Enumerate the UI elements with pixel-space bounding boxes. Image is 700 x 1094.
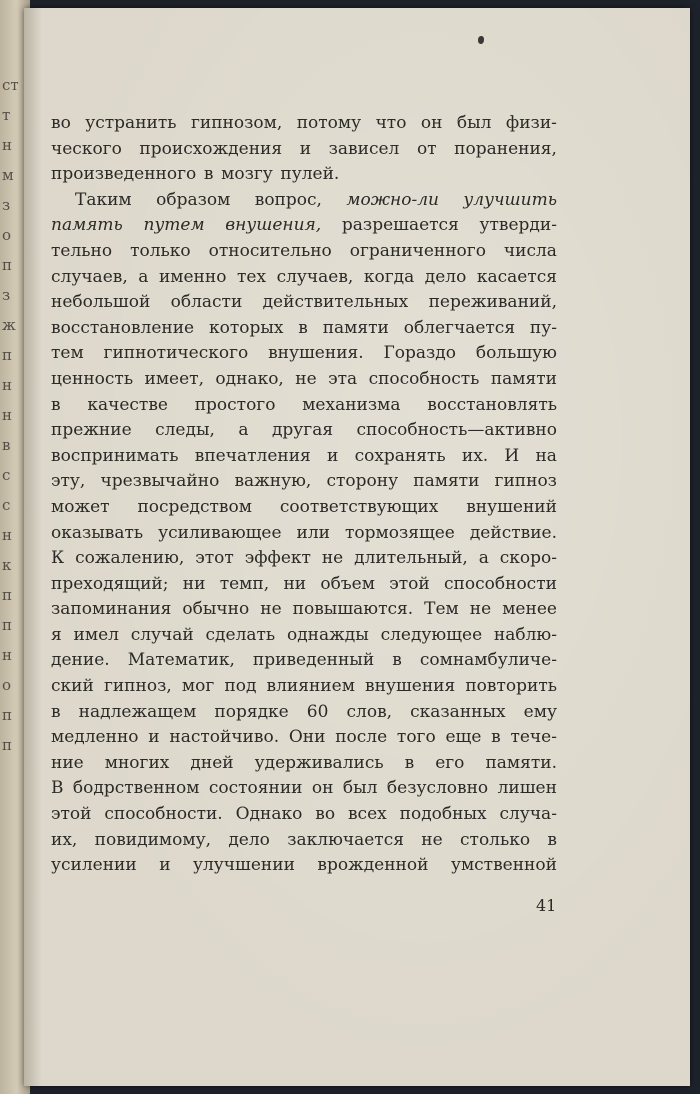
word: посредством [137, 496, 252, 517]
text-line [51, 521, 557, 547]
word: В [51, 778, 64, 799]
word: ему [523, 701, 557, 722]
word: гипноз [494, 471, 557, 492]
word: этой [389, 573, 430, 594]
word: и [327, 445, 339, 466]
word: сожалению, [75, 548, 185, 569]
word: того [396, 727, 436, 748]
word: бодрственном [72, 778, 200, 799]
text-line [51, 239, 557, 265]
word: а [478, 548, 489, 569]
word: памяти [322, 317, 389, 338]
text-line [51, 725, 557, 751]
text-line [51, 188, 557, 214]
word: многих [104, 752, 170, 773]
word: в [51, 701, 61, 722]
word: способности. [104, 804, 223, 825]
word: ценность [51, 368, 134, 389]
word: в [51, 394, 61, 415]
text-line [51, 290, 557, 316]
word: способности [444, 573, 557, 594]
word: ский [51, 676, 94, 697]
text-line [51, 802, 557, 828]
word: объем [320, 573, 375, 594]
word: приведенный [252, 650, 375, 671]
word: усилении [51, 855, 137, 876]
word: этой [51, 804, 92, 825]
page-number: 41 [536, 896, 557, 915]
text-line [51, 341, 557, 367]
word: менее [502, 599, 557, 620]
text-line [51, 316, 557, 342]
word: в [298, 317, 308, 338]
word: оказывать [51, 522, 144, 543]
word: повторить [465, 676, 557, 697]
word: тельно [51, 240, 113, 261]
word: во [51, 113, 71, 133]
word: повышаются. [292, 599, 414, 620]
word: прежние [51, 420, 132, 441]
word: и [159, 855, 171, 876]
word: не [295, 368, 317, 389]
word: ни [182, 573, 206, 594]
word: пулей. [280, 164, 340, 185]
text-line [51, 751, 557, 777]
word: тече- [510, 727, 557, 748]
word: темп, [219, 573, 270, 594]
word: вопрос, [254, 189, 322, 210]
word: относительно [208, 240, 332, 261]
word: в [491, 727, 501, 748]
word: умственной [450, 855, 557, 876]
word: большую [475, 343, 557, 364]
text-line [51, 648, 557, 674]
word: небольшой [51, 292, 151, 313]
word: следующее [380, 624, 483, 645]
word: запоминания [51, 599, 172, 620]
word: Таким [75, 189, 132, 210]
word: случай [130, 624, 194, 645]
word: и [148, 727, 160, 748]
word: потому [296, 113, 362, 133]
book-page [24, 8, 690, 1086]
word: способность—активно [356, 420, 557, 441]
word: повидимому, [94, 829, 212, 850]
word: может [51, 496, 110, 517]
word: гипнозом, [190, 113, 283, 133]
word: памяти [413, 471, 480, 492]
italic-word: внушения, [225, 215, 322, 236]
word: утверди- [479, 215, 557, 236]
word: надлежащем [78, 701, 197, 722]
word: И [504, 445, 520, 466]
word: ние [51, 752, 84, 773]
word: касается [476, 266, 557, 287]
word: качестве [87, 394, 168, 415]
word: случаев, [276, 266, 354, 287]
text-line [51, 162, 557, 188]
word: во [315, 804, 336, 825]
word: не [421, 829, 443, 850]
word: а [238, 420, 249, 441]
word: усиливающее [158, 522, 282, 543]
word: мог [181, 676, 215, 697]
word: эффект [244, 548, 311, 569]
text-line [51, 418, 557, 444]
word: сторону [326, 471, 399, 492]
text-line [51, 674, 557, 700]
word: тех [236, 266, 267, 287]
word: соответствующих [279, 496, 439, 517]
word: важную, [234, 471, 312, 492]
word: в [404, 752, 415, 773]
word: что [375, 113, 407, 133]
text-line [51, 700, 557, 726]
word: он [311, 778, 334, 799]
word: следы, [155, 420, 215, 441]
word: памяти [490, 368, 557, 389]
word: дело [424, 266, 467, 287]
word: ни [283, 573, 307, 594]
text-line [51, 444, 557, 470]
word: преходящий; [51, 573, 169, 594]
word: дней [190, 752, 234, 773]
text-line [51, 853, 557, 879]
previous-page-edge-text: ст т н м з о п з ж п н н в с с н к п п н о п п [2, 76, 19, 754]
word: пу- [529, 317, 557, 338]
text-line [51, 265, 557, 291]
word: обычно [182, 599, 250, 620]
text-line [51, 828, 557, 854]
word: имел [73, 624, 119, 645]
word: а [138, 266, 149, 287]
word: был [456, 113, 492, 133]
italic-word: можно-ли [346, 189, 439, 210]
word: дело [228, 829, 270, 850]
word: и [299, 138, 312, 159]
word: сомнамбуличе- [419, 650, 557, 671]
word: способность [368, 368, 480, 389]
word: тормозящее [344, 522, 455, 543]
word: столько [460, 829, 531, 850]
word: влиянием [266, 676, 355, 697]
word: под [224, 676, 257, 697]
word: длительный, [354, 548, 468, 569]
word: однако, [215, 368, 284, 389]
word: мозгу [221, 164, 273, 185]
word: эта [328, 368, 358, 389]
word: Однако [235, 804, 303, 825]
word: ческого [51, 138, 122, 159]
word: этот [195, 548, 234, 569]
word: Они [288, 727, 326, 748]
word: настойчиво. [169, 727, 280, 748]
italic-word: улучшить [463, 189, 557, 210]
word: действительных [262, 292, 409, 313]
word: числа [503, 240, 557, 261]
word: внушений [466, 496, 557, 517]
word: еще [445, 727, 482, 748]
word: он [420, 113, 443, 133]
word: которых [208, 317, 284, 338]
word: улучшении [193, 855, 295, 876]
word: сказанных [410, 701, 506, 722]
text-line [51, 776, 557, 802]
page-body-text [51, 111, 557, 879]
word: облегчается [403, 317, 516, 338]
text-line [51, 546, 557, 572]
text-line [51, 213, 557, 239]
word: устранить [85, 113, 177, 133]
word: подобных [399, 804, 487, 825]
word: только [130, 240, 191, 261]
word: разрешается [341, 215, 459, 236]
word: гипнотического [103, 343, 249, 364]
word: дение. [51, 650, 110, 671]
word: был [342, 778, 378, 799]
text-line [51, 469, 557, 495]
ink-speck [478, 36, 484, 44]
word: зависел [328, 138, 400, 159]
word: скоро- [499, 548, 557, 569]
word: чрезвычайно [100, 471, 220, 492]
word: механизма [302, 394, 401, 415]
word: эту, [51, 471, 86, 492]
word: происхождения [139, 138, 283, 159]
text-line [51, 393, 557, 419]
word: их, [51, 829, 78, 850]
word: заключается [287, 829, 404, 850]
word: однажды [286, 624, 369, 645]
word: внушения [365, 676, 456, 697]
word: врожденной [317, 855, 429, 876]
word: случаев, [51, 266, 128, 287]
word: когда [363, 266, 415, 287]
word: их. [461, 445, 489, 466]
text-line [51, 495, 557, 521]
word: наблю- [493, 624, 557, 645]
word: Тем [424, 599, 459, 620]
word: в [203, 164, 214, 185]
word: его [435, 752, 465, 773]
word: К [51, 548, 65, 569]
word: произведенного [51, 164, 197, 185]
italic-word: память [51, 215, 123, 236]
word: образом [156, 189, 231, 210]
word: памяти. [485, 752, 557, 773]
text-line [51, 572, 557, 598]
word: сохранять [354, 445, 446, 466]
word: в [392, 650, 402, 671]
word: внушения. [268, 343, 364, 364]
word: 60 [306, 701, 329, 722]
word: порядке [214, 701, 289, 722]
word: впечатления [194, 445, 311, 466]
word: именно [158, 266, 227, 287]
word: тем [51, 343, 84, 364]
text-line [51, 137, 557, 163]
text-line [51, 597, 557, 623]
word: всех [347, 804, 387, 825]
word: не [321, 548, 344, 569]
word: безусловно [386, 778, 489, 799]
word: восстановлять [427, 394, 557, 415]
word: простого [194, 394, 276, 415]
word: не [469, 599, 492, 620]
word: от [416, 138, 437, 159]
word: не [260, 599, 282, 620]
word: сделать [205, 624, 276, 645]
word: Математик, [127, 650, 235, 671]
word: физи- [505, 113, 557, 133]
word: на [535, 445, 557, 466]
word: я [51, 624, 62, 645]
word: лишен [497, 778, 557, 799]
word: восстановление [51, 317, 195, 338]
word: воспринимать [51, 445, 179, 466]
word: слов, [346, 701, 393, 722]
word: действие. [469, 522, 557, 543]
text-line [51, 623, 557, 649]
word: другая [271, 420, 334, 441]
word: после [335, 727, 388, 748]
word: удерживались [254, 752, 384, 773]
word: Гораздо [383, 343, 456, 364]
word: ограниченного [349, 240, 486, 261]
word: переживаний, [428, 292, 557, 313]
word: гипноз, [103, 676, 172, 697]
word: имеет, [144, 368, 204, 389]
word: области [170, 292, 243, 313]
word: случа- [499, 804, 557, 825]
word: в [547, 829, 557, 850]
word: медленно [51, 727, 139, 748]
word: состоянии [208, 778, 303, 799]
word: или [296, 522, 330, 543]
word: поранения, [454, 138, 557, 159]
text-line [51, 111, 557, 137]
text-line [51, 367, 557, 393]
italic-word: путем [143, 215, 205, 236]
